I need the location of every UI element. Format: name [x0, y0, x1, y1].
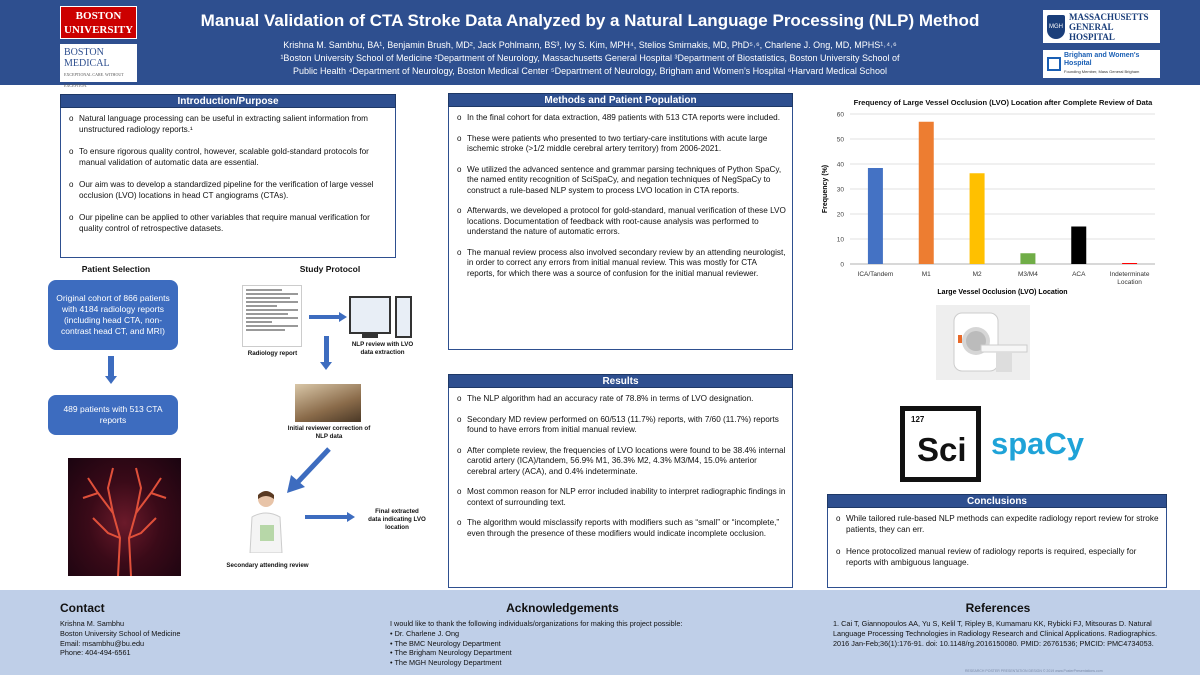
conclusions-list	[834, 514, 1160, 568]
chart-y-axis-label: Frequency (%)	[822, 164, 829, 214]
introduction-item: o Natural language processing can be useful in extracting salient information from unstructured radiology reports.¹	[67, 114, 389, 135]
cerebral-angiogram-image	[68, 458, 181, 576]
nlp-arrow-shaft	[324, 336, 329, 362]
report-arrow-icon	[339, 312, 347, 322]
secondary-review-caption: Secondary attending review	[226, 562, 309, 569]
boston-medical-center-logo	[60, 44, 137, 88]
methods-item: o The manual review process also involved secondary review by an attending neurologist, in order to correct any errors from initial manual review. This was mostly for CTA reports, for which there was a source of confusion for the initial manual reviewer.	[455, 248, 786, 280]
nlp-review-caption: NLP review with LVO data extraction	[351, 341, 414, 356]
attending-arrow-icon	[347, 512, 355, 522]
chart-x-tick-label: Location	[1117, 279, 1142, 286]
acknowledgement-item: • The Brigham Neurology Department	[390, 648, 750, 658]
lvo-frequency-chart	[815, 106, 1170, 302]
results-item: o Secondary MD review performed on 60/513 (11.7%) reports, with 7/60 (11.7%) reports found to have errors from initial manual review.	[455, 415, 786, 436]
reviewer-photo	[295, 384, 361, 422]
final-cohort-box: 489 patients with 513 CTA reports	[48, 395, 178, 435]
chart-x-tick-label: ICA/Tandem	[857, 271, 894, 278]
methods-item: o Afterwards, we developed a protocol for gold-standard, manual verification of these LVO locations. Documentation of feedback with root-cause analysis was performed to understand the nature of automatic errors.	[455, 206, 786, 238]
chart-y-tick-label: 20	[836, 211, 844, 219]
chart-x-tick-label: M1	[921, 271, 931, 278]
conclusions-item: o Hence protocolized manual review of radiology reports is required, especially for reports with ambiguous language.	[834, 547, 1160, 568]
poster-header	[0, 0, 1200, 88]
chart-bar	[1071, 227, 1086, 265]
chart-bar	[919, 122, 934, 264]
chart-y-tick-label: 40	[836, 161, 844, 169]
nlp-arrow-icon	[320, 362, 332, 370]
bmc-logo-tagline: EXCEPTIONAL CARE. WITHOUT EXCEPTION.	[64, 72, 124, 88]
reviewer-to-attending-arrow-icon	[285, 445, 335, 495]
chart-x-tick-label: Indeterminate	[1109, 271, 1150, 278]
chart-bar	[1122, 263, 1137, 264]
brigham-logo	[1043, 50, 1160, 78]
study-protocol-title: Study Protocol	[299, 264, 361, 274]
acknowledgements-title: Acknowledgements	[506, 601, 619, 615]
conclusions-title: Conclusions	[827, 494, 1167, 508]
conclusions-section	[827, 494, 1167, 588]
authors-names: Krishna M. Sambhu, BA¹, Benjamin Brush, MD², Jack Pohlmann, BS³, Ivy S. Kim, MPH⁴, Stelios Smirnakis, MD, PhD⁵˒⁶, Charlene J. Ong, MD, MPHS¹˒⁴˒⁶	[283, 40, 897, 50]
chart-bar	[1020, 253, 1035, 264]
chart-y-tick-label: 0	[840, 261, 844, 269]
references-title: References	[965, 601, 1031, 615]
monitor-stand	[362, 334, 378, 338]
final-data-caption: Final extracted data indicating LVO location	[368, 508, 426, 531]
radiology-report-caption: Radiology report	[247, 350, 298, 357]
mgh-shield-icon: MGH	[1047, 15, 1065, 39]
boston-university-logo	[60, 6, 137, 39]
chart-x-tick-label: M2	[972, 271, 982, 278]
acknowledgements-list	[390, 629, 750, 668]
results-item: o After complete review, the frequencies of LVO locations were found to be 38.4% internal carotid artery (ICA)/tandem, 56.9% M1, 36.3% M2, 4.3% M3/M4, 15.0% anterior cerebral artery (ACA), and 0.4% indeterminate.	[455, 446, 786, 478]
bmc-logo-line1: BOSTON	[64, 47, 104, 58]
mgh-logo-line2: GENERAL HOSPITAL	[1069, 21, 1115, 42]
author-block	[150, 39, 1030, 78]
results-item: o The NLP algorithm had an accuracy rate of 78.8% in terms of LVO designation.	[455, 394, 786, 405]
results-item: o Most common reason for NLP error included inability to interpret radiographic findings in context of surrounding text.	[455, 487, 786, 508]
affiliations-line2: Public Health ⁴Department of Neurology, Boston Medical Center ⁵Department of Neurology, Brigham and Women’s Hospital ⁶Harvard Medical School	[293, 66, 887, 76]
sci-element-box	[900, 406, 981, 482]
introduction-title: Introduction/Purpose	[60, 94, 396, 108]
contact-title: Contact	[60, 601, 105, 615]
sci-element-number: 127	[911, 415, 925, 424]
spacy-wordmark: spaCy	[991, 426, 1085, 461]
acknowledgement-item: • The MGH Neurology Department	[390, 658, 750, 668]
original-cohort-box: Original cohort of 866 patients with 4184 radiology reports (including head CTA, non-contrast head CT, and MRI)	[48, 280, 178, 350]
methods-list	[455, 113, 786, 279]
initial-reviewer-caption: Initial reviewer correction of NLP data	[287, 425, 371, 440]
acknowledgement-item: • Dr. Charlene J. Ong	[390, 629, 750, 639]
acknowledgements-intro: I would like to thank the following individuals/organizations for making this project possible:	[390, 619, 683, 628]
bmc-logo-line2: MEDICAL	[64, 58, 110, 69]
computer-monitor-icon	[349, 296, 391, 334]
report-arrow-shaft	[309, 315, 339, 319]
poster-footer	[0, 590, 1200, 675]
contact-email: Email: msambhu@bu.edu	[60, 638, 145, 648]
chart-x-tick-label: ACA	[1072, 271, 1086, 278]
results-section	[448, 374, 793, 588]
brigham-logo-name: Brigham and Women's Hospital	[1064, 52, 1140, 67]
chart-bar	[970, 173, 985, 264]
radiology-report-thumbnail	[242, 285, 302, 347]
chart-x-axis-label: Large Vessel Occlusion (LVO) Location	[937, 289, 1068, 296]
references-text: 1. Cai T, Giannopoulos AA, Yu S, Kelil T, Ripley B, Kumamaru KK, Rybicki FJ, Mitsouras D. Natural Language Processing Technologies in Radiology Research and Clinical Applications. Radiographics. 2016 Jan-Feb;36(1):176-91. doi: 10.1148/rg.2016150080. PMID: 26761536; PMCID: PMC4734053.	[833, 619, 1157, 648]
computer-tower-icon	[395, 296, 412, 338]
introduction-section	[60, 94, 396, 258]
introduction-item: o Our pipeline can be applied to other variables that require manual verification for quality control of retrospective datasets.	[67, 213, 389, 234]
patient-selection-title: Patient Selection	[81, 264, 151, 274]
affiliations-line1: ¹Boston University School of Medicine ²Department of Neurology, Massachusetts General Hospital ³Department of Biostatistics, Boston University School of	[280, 53, 900, 63]
scispacy-logo	[900, 406, 1100, 482]
methods-title: Methods and Patient Population	[448, 93, 793, 107]
contact-phone: Phone: 404-494-6561	[60, 648, 131, 658]
angiogram-vessels-icon	[68, 458, 181, 576]
template-credit: RESEARCH POSTER PRESENTATION DESIGN © 2019 www.PosterPresentations.com	[965, 669, 1103, 673]
attending-arrow-shaft	[305, 515, 347, 519]
results-list	[455, 394, 786, 539]
cohort-arrow-icon	[105, 376, 117, 384]
methods-item: o We utilized the advanced sentence and grammar parsing techniques of Python SpaCy, the named entity recognition of SciSpaCy, and negation techniques of NegSpaCy to construct a rule-based NLP system to process LVO location in CTA reports.	[455, 165, 786, 197]
results-item: o The algorithm would misclassify reports with modifiers such as “small” or “incomplete,” even through the presence of these modifiers would indicate incomplete occlusion.	[455, 518, 786, 539]
chart-bar	[868, 168, 883, 264]
acknowledgement-item: • The BMC Neurology Department	[390, 639, 750, 649]
methods-section	[448, 93, 793, 350]
bu-logo-line2: UNIVERSITY	[63, 24, 134, 36]
contact-details	[60, 619, 320, 658]
mgh-logo	[1043, 10, 1160, 43]
chart-y-tick-label: 30	[836, 186, 844, 194]
introduction-item: o To ensure rigorous quality control, however, scalable gold-standard protocols for manual validation of automatic data are essential.	[67, 147, 389, 168]
mgh-logo-line1: MASSACHUSETTS	[1069, 11, 1149, 22]
results-title: Results	[448, 374, 793, 388]
brigham-mark-icon	[1047, 57, 1061, 71]
poster-title: Manual Validation of CTA Stroke Data Analyzed by a Natural Language Processing (NLP) Method	[200, 11, 980, 30]
ct-scanner-image	[936, 305, 1030, 380]
methods-item: o In the final cohort for data extraction, 489 patients with 513 CTA reports were included.	[455, 113, 786, 124]
conclusions-item: o While tailored rule-based NLP methods can expedite radiology report review for stroke patients, they can err.	[834, 514, 1160, 535]
contact-name: Krishna M. Sambhu	[60, 619, 125, 628]
chart-x-tick-label: M3/M4	[1017, 271, 1038, 278]
introduction-item: o Our aim was to develop a standardized pipeline for the verification of large vessel occlusion (LVO) locations in head CT angiograms (CTAs).	[67, 180, 389, 201]
chart-title: Frequency of Large Vessel Occlusion (LVO) Location after Complete Review of Data	[853, 98, 1153, 107]
brigham-logo-sub: Founding Member, Mass General Brigham	[1064, 69, 1140, 74]
chart-y-tick-label: 60	[836, 111, 844, 119]
methods-item: o These were patients who presented to two tertiary-care institutions with acute large ischemic stroke (>1/2 middle cerebral artery territory) from 2006-2021.	[455, 134, 786, 155]
cohort-arrow-shaft	[108, 356, 114, 376]
sci-element-symbol: Sci	[917, 431, 967, 468]
attending-doctor-icon	[246, 487, 286, 553]
contact-school: Boston University School of Medicine	[60, 628, 181, 638]
chart-y-tick-label: 50	[836, 136, 844, 144]
chart-y-tick-label: 10	[836, 236, 844, 244]
acknowledgements-body	[390, 619, 750, 668]
bu-logo-line1: BOSTON	[75, 10, 122, 22]
introduction-list	[67, 114, 389, 234]
